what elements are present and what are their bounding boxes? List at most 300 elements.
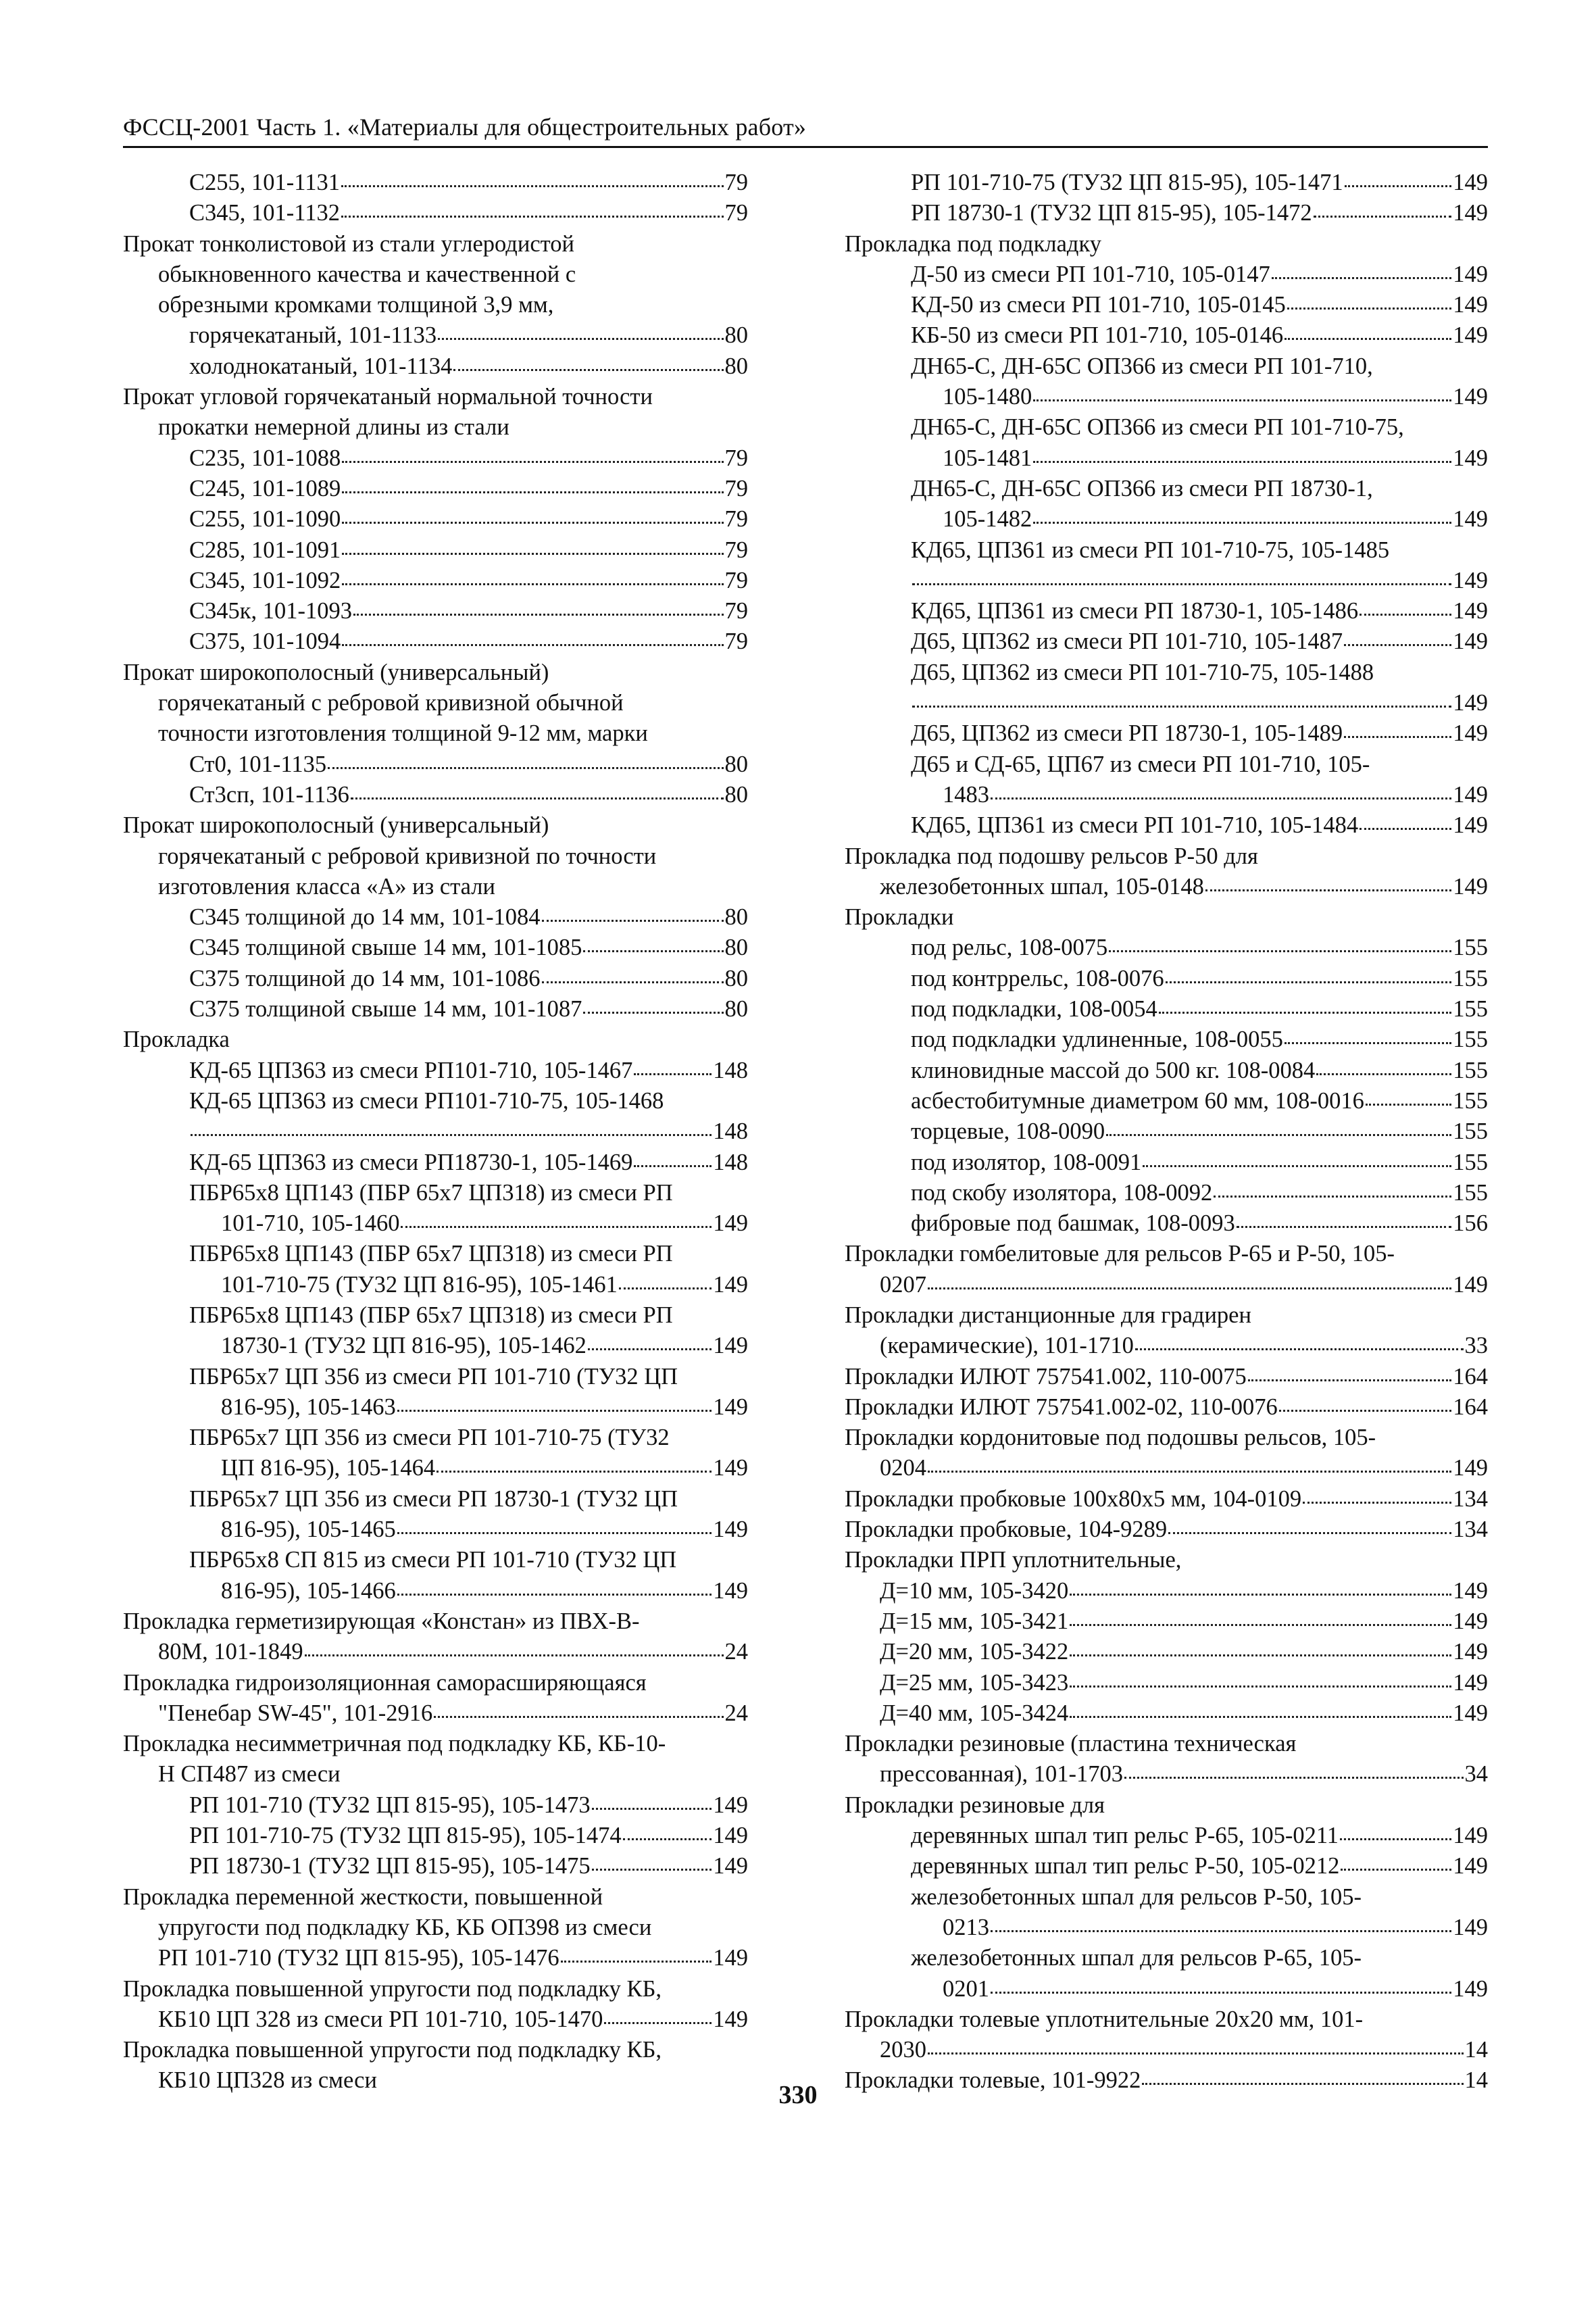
dot-leader (623, 1837, 712, 1840)
index-entry-text: ПБР65х8 СП 815 из смеси РП 101-710 (ТУ32 ЦП (189, 1547, 677, 1573)
dot-leader (342, 551, 723, 555)
dot-leader (583, 1010, 723, 1014)
index-entry (845, 474, 1488, 504)
index-entry-text: горячекатаный с ребровой кривизной по точности (158, 843, 657, 869)
index-entry-page: 149 (1453, 506, 1488, 533)
index-entry-page: 149 (1453, 720, 1488, 747)
index-entry-page: 24 (724, 1639, 748, 1665)
index-entry-text: КД-65 ЦП363 из смеси РП101-710, 105-1467 (189, 1057, 633, 1083)
index-entry-text: С345 толщиной свыше 14 мм, 101-1085 (189, 935, 582, 961)
index-entry-text: С285, 101-1091 (189, 537, 341, 563)
index-entry (123, 810, 748, 841)
index-entry (845, 1668, 1488, 1698)
index-entry-page: 149 (713, 1210, 748, 1237)
index-entry-text: РП 101-710 (ТУ32 ЦП 815-95), 105-1473 (189, 1792, 591, 1818)
index-entry-text: КД65, ЦП361 из смеси РП 101-710, 105-1484 (911, 812, 1359, 839)
index-entry-text: "Пенебар SW-45", 101-2916 (158, 1700, 433, 1726)
index-entry (845, 290, 1488, 320)
index-entry-text: 0201 (943, 1975, 989, 2002)
index-entry-page: 155 (1453, 1118, 1488, 1145)
index-entry-text: Прокладки пробковые, 104-9289 (845, 1517, 1168, 1543)
index-entry-text: Прокладки ПРП уплотнительные, (845, 1547, 1182, 1573)
index-entry-page: 134 (1453, 1485, 1488, 1512)
index-entry (845, 1116, 1488, 1147)
index-entry-text: Прокат широкополосный (универсальный) (123, 812, 549, 839)
index-entry-text: точности изготовления толщиной 9-12 мм, марки (158, 720, 648, 747)
index-entry-page: 149 (1453, 445, 1488, 471)
index-entry-text: холоднокатаный, 101-1134 (189, 353, 453, 379)
index-entry (123, 168, 748, 198)
index-entry-text: деревянных шпал тип рельс Р-50, 105-0212 (911, 1853, 1340, 1879)
index-entry-page: 149 (1453, 200, 1488, 226)
index-entry (123, 1698, 748, 1729)
index-entry (845, 168, 1488, 198)
index-entry-text: Прокладка герметизирующая «Констан» из ПВХ-В- (123, 1608, 640, 1634)
index-entry (123, 1178, 748, 1208)
index-entry-text: 80М, 101-1849 (158, 1639, 303, 1665)
index-entry (845, 2035, 1488, 2065)
dot-leader (1340, 1837, 1451, 1840)
index-entry-page: 149 (1453, 873, 1488, 900)
index-entry (123, 2035, 748, 2065)
index-entry-text: 816-95), 105-1463 (221, 1394, 396, 1420)
dot-leader (397, 1408, 712, 1412)
index-entry-page: 149 (1453, 1271, 1488, 1298)
dot-leader (353, 612, 723, 616)
index-entry (123, 1208, 748, 1239)
index-entry-text: Н СП487 из смеси (158, 1761, 341, 1788)
index-entry (123, 626, 748, 657)
index-column-right (845, 168, 1488, 2096)
index-entry (845, 872, 1488, 902)
index-entry (845, 1362, 1488, 1392)
dot-leader (588, 1347, 712, 1350)
dot-leader (1070, 1684, 1451, 1688)
index-entry (123, 1148, 748, 1178)
index-entry-page: 155 (1453, 1179, 1488, 1206)
index-entry (845, 1729, 1488, 1759)
index-entry-text: Прокладка повышенной упругости под подкладку КБ, (123, 2037, 662, 2063)
index-entry (123, 688, 748, 718)
index-entry (845, 1943, 1488, 1973)
index-entry (123, 443, 748, 474)
index-entry (123, 780, 748, 810)
index-entry-text: ДН65-С, ДН-65С ОП366 из смеси РП 101-710-75, (911, 414, 1404, 441)
dot-leader (438, 337, 723, 340)
index-entry-text: Прокладки ИЛЮТ 757541.002, 110-0075 (845, 1363, 1247, 1389)
index-entry (123, 1974, 748, 2004)
index-entry-text: С375 толщиной свыше 14 мм, 101-1087 (189, 996, 582, 1023)
index-entry-page: 79 (724, 445, 748, 471)
index-entry-text: 1483 (943, 781, 989, 808)
index-entry-text: Прокат тонколистовой из стали углеродистой (123, 230, 574, 257)
dot-leader (1070, 1715, 1451, 1718)
index-entry-page: 149 (1453, 384, 1488, 410)
index-entry-page: 164 (1453, 1363, 1488, 1389)
index-entry (845, 2004, 1488, 2035)
index-entry-page: 155 (1453, 1057, 1488, 1083)
index-entry-page: 79 (724, 170, 748, 195)
dot-leader (561, 1959, 712, 1963)
index-entry-text: С375 толщиной до 14 мм, 101-1086 (189, 965, 541, 991)
index-entry (845, 718, 1488, 749)
index-entry-text: Ст3сп, 101-1136 (189, 781, 349, 808)
index-entry-text: Прокладка под подкладку (845, 230, 1101, 257)
index-entry-text: Д=15 мм, 105-3421 (880, 1608, 1069, 1634)
index-entry-text: под изолятор, 108-0091 (911, 1149, 1142, 1175)
index-entry-text: прокатки немерной длины из стали (158, 414, 509, 441)
dot-leader (191, 1133, 712, 1136)
index-entry (123, 474, 748, 504)
index-entry-page: 149 (1453, 170, 1488, 195)
index-entry-page: 80 (724, 322, 748, 349)
index-entry-text: (керамические), 101-1710 (880, 1333, 1134, 1359)
index-entry (845, 1331, 1488, 1361)
index-entry-text: Д65, ЦП362 из смеси РП 101-710-75, 105-1488 (911, 659, 1374, 685)
index-entry-page: 149 (1453, 781, 1488, 808)
index-entry-page: 156 (1453, 1210, 1488, 1237)
index-entry (845, 1637, 1488, 1667)
index-entry (845, 229, 1488, 260)
dot-leader (1344, 735, 1451, 738)
index-entry-page: 149 (1453, 1669, 1488, 1696)
index-entry-text: ПБР65х8 ЦП143 (ПБР 65х7 ЦП318) из смеси РП (189, 1179, 673, 1206)
index-entry-text: Прокладки резиновые для (845, 1792, 1105, 1818)
index-entry (845, 1576, 1488, 1606)
dot-leader (1033, 398, 1451, 401)
index-entry-page: 149 (1453, 261, 1488, 287)
dot-leader (351, 796, 724, 799)
index-entry-page: 14 (1464, 2067, 1488, 2094)
dot-leader (1109, 949, 1451, 952)
index-entry (845, 412, 1488, 443)
index-entry-text: обыкновенного качества и качественной с (158, 261, 576, 287)
dot-leader (453, 368, 723, 371)
index-entry (123, 1331, 748, 1361)
index-entry-text: упругости под подкладку КБ, КБ ОП398 из смеси (158, 1914, 652, 1940)
dot-leader (928, 1286, 1451, 1289)
index-entry (845, 1606, 1488, 1637)
dot-leader (583, 949, 723, 952)
index-entry (845, 964, 1488, 994)
index-entry (845, 1759, 1488, 1790)
index-entry (845, 1423, 1488, 1453)
index-entry (123, 1913, 748, 1943)
dot-leader (1285, 337, 1451, 340)
index-entry-page: 149 (1453, 1608, 1488, 1634)
dot-leader (1360, 827, 1451, 830)
dot-leader (1143, 1164, 1451, 1167)
index-entry (845, 1270, 1488, 1300)
index-entry-text: прессованная), 101-1703 (880, 1761, 1123, 1788)
index-entry-text: деревянных шпал тип рельс Р-65, 105-0211 (911, 1823, 1339, 1849)
index-entry-page: 149 (1453, 598, 1488, 624)
index-entry-page: 149 (1453, 1914, 1488, 1940)
index-entry (123, 596, 748, 626)
index-entry (845, 994, 1488, 1025)
index-entry (123, 1759, 748, 1790)
index-entry-text: С235, 101-1088 (189, 445, 341, 471)
index-entry (845, 658, 1488, 688)
index-entry (845, 841, 1488, 872)
index-entry-text: ПБР65х7 ЦП 356 из смеси РП 101-710 (ТУ32 ЦП (189, 1363, 678, 1389)
index-column-left (123, 168, 748, 2096)
index-entry-text: 101-710, 105-1460 (221, 1210, 400, 1237)
index-entry (123, 1116, 748, 1147)
dot-leader (1166, 980, 1452, 983)
index-entry (845, 566, 1488, 596)
index-entry-page: 80 (724, 965, 748, 991)
index-entry-page: 149 (1453, 812, 1488, 839)
index-entry (123, 1606, 748, 1637)
index-entry-page: 79 (724, 506, 748, 533)
index-entry (123, 2004, 748, 2035)
dot-leader (1360, 612, 1451, 616)
dot-leader (619, 1286, 712, 1289)
index-entry (123, 933, 748, 963)
index-entry (845, 1208, 1488, 1239)
index-entry-text: Д=40 мм, 105-3424 (880, 1700, 1069, 1726)
index-entry (123, 964, 748, 994)
dot-leader (1248, 1378, 1451, 1381)
dot-leader (342, 582, 723, 585)
index-entry-page: 149 (713, 1853, 748, 1879)
index-entry (845, 626, 1488, 657)
index-entry (845, 688, 1488, 718)
index-entry-text: торцевые, 108-0090 (911, 1118, 1105, 1145)
index-entry-page: 149 (713, 1271, 748, 1298)
index-entry (123, 841, 748, 872)
index-entry-text: РП 101-710 (ТУ32 ЦП 815-95), 105-1476 (158, 1945, 559, 1971)
index-entry (845, 504, 1488, 535)
index-entry-page: 155 (1453, 965, 1488, 991)
index-entry-text: КБ10 ЦП 328 из смеси РП 101-710, 105-1470 (158, 2006, 603, 2032)
index-entry-page: 149 (1453, 567, 1488, 593)
dot-leader (1070, 1653, 1451, 1656)
index-entry (845, 198, 1488, 228)
dot-leader (1159, 1010, 1452, 1014)
index-entry-page: 149 (713, 1792, 748, 1818)
index-entry-text: железобетонных шпал для рельсов Р-50, 105- (911, 1884, 1362, 1910)
index-entry-text: 105-1481 (943, 445, 1032, 471)
index-entry (123, 1637, 748, 1667)
index-entry-page: 34 (1464, 1761, 1488, 1788)
index-entry-text: 105-1480 (943, 384, 1032, 410)
dot-leader (397, 1531, 712, 1534)
dot-leader (1314, 214, 1452, 218)
index-entry (845, 1974, 1488, 2004)
index-entry-text: ПБР65х7 ЦП 356 из смеси РП 101-710-75 (ТУ32 (189, 1425, 670, 1451)
index-entry-text: обрезными кромками толщиной 3,9 мм, (158, 292, 554, 318)
index-entry (845, 1821, 1488, 1851)
index-entry (123, 320, 748, 351)
dot-leader (1237, 1225, 1451, 1228)
index-entry-page: 155 (1453, 996, 1488, 1023)
index-entry (845, 1515, 1488, 1545)
dot-leader (1106, 1133, 1451, 1136)
index-entry-text: 816-95), 105-1466 (221, 1577, 396, 1604)
index-entry-text: РП 18730-1 (ТУ32 ЦП 815-95), 105-1475 (189, 1853, 591, 1879)
index-entry-page: 155 (1453, 1027, 1488, 1053)
index-entry-page: 80 (724, 781, 748, 808)
index-entry (123, 1025, 748, 1055)
index-entry-text: 101-710-75 (ТУ32 ЦП 816-95), 105-1461 (221, 1271, 618, 1298)
index-entry-page: 149 (1453, 1700, 1488, 1726)
index-entry (845, 260, 1488, 290)
index-entry (123, 1086, 748, 1116)
index-entry-text: Прокладки толевые, 101-9922 (845, 2067, 1141, 2094)
index-entry-text: С345, 101-1092 (189, 567, 341, 593)
index-entry-page: 134 (1453, 1517, 1488, 1543)
dot-leader (437, 1469, 712, 1473)
index-entry-text: Д=20 мм, 105-3422 (880, 1639, 1069, 1665)
index-entry-page: 155 (1453, 1087, 1488, 1114)
index-entry-page: 79 (724, 629, 748, 655)
index-entry-text: 105-1482 (943, 506, 1032, 533)
index-entry-text: Прокладки (845, 904, 954, 931)
index-entry-text: С345 толщиной до 14 мм, 101-1084 (189, 904, 541, 931)
index-entry-page: 164 (1453, 1394, 1488, 1420)
index-entry-text: С345к, 101-1093 (189, 598, 353, 624)
index-entry (123, 1362, 748, 1392)
index-entry-page: 149 (713, 2006, 748, 2032)
index-entry (123, 1790, 748, 1821)
index-entry-text: С345, 101-1132 (189, 200, 340, 226)
dot-leader (434, 1715, 723, 1718)
dot-leader (1303, 1500, 1451, 1504)
dot-leader (1341, 1867, 1451, 1871)
index-entry-page: 149 (713, 1394, 748, 1420)
index-entry (123, 1484, 748, 1515)
index-entry (845, 1698, 1488, 1729)
index-entry-text: Прокладка переменной жесткости, повышенной (123, 1884, 603, 1910)
dot-leader (342, 490, 723, 493)
index-entry-text: фибровые под башмак, 108-0093 (911, 1210, 1235, 1237)
index-entry (845, 1453, 1488, 1483)
index-entry (123, 1668, 748, 1698)
index-entry-text: Прокат широкополосный (универсальный) (123, 659, 549, 685)
index-entry (845, 1913, 1488, 1943)
index-entry-text: ПБР65х8 ЦП143 (ПБР 65х7 ЦП318) из смеси РП (189, 1241, 673, 1267)
index-entry (845, 1882, 1488, 1913)
index-entry-text: 18730-1 (ТУ32 ЦП 816-95), 105-1462 (221, 1333, 587, 1359)
index-entry (845, 1851, 1488, 1881)
index-entry (123, 1851, 748, 1881)
index-entry (845, 1545, 1488, 1575)
dot-leader (1344, 643, 1451, 646)
index-entry (123, 504, 748, 535)
index-entry-text: 0213 (943, 1914, 989, 1940)
index-entry (123, 260, 748, 290)
index-entry (123, 1943, 748, 1973)
dot-leader (342, 460, 723, 463)
index-entry-text: Д65, ЦП362 из смеси РП 18730-1, 105-1489 (911, 720, 1343, 747)
index-entry (845, 1239, 1488, 1269)
index-entry (123, 1576, 748, 1606)
index-entry-text: КД65, ЦП361 из смеси РП 101-710-75, 105-1485 (911, 537, 1390, 563)
index-entry-text: Прокладка (123, 1027, 230, 1053)
index-entry-text: горячекатаный с ребровой кривизной обычной (158, 690, 624, 716)
dot-leader (542, 918, 724, 922)
dot-leader (397, 1592, 712, 1596)
dot-leader (328, 766, 723, 769)
index-entry-page: 149 (713, 1945, 748, 1971)
index-entry (123, 658, 748, 688)
dot-leader (1279, 1408, 1451, 1412)
dot-leader (991, 1990, 1451, 1994)
dot-leader (634, 1164, 712, 1167)
index-entry-text: Прокладки кордонитовые под подошвы рельсов, 105- (845, 1425, 1376, 1451)
index-entry (123, 872, 748, 902)
index-entry-text: КД-50 из смеси РП 101-710, 105-0145 (911, 292, 1286, 318)
index-entry-page: 155 (1453, 935, 1488, 961)
index-entry (123, 1545, 748, 1575)
dot-leader (305, 1653, 724, 1656)
index-entry (123, 1423, 748, 1453)
index-entry-text: Прокладки дистанционные для градирен (845, 1302, 1251, 1328)
index-entry (845, 1148, 1488, 1178)
index-entry-page: 149 (713, 1455, 748, 1481)
index-entry-text: Д65 и СД-65, ЦП67 из смеси РП 101-710, 105- (911, 751, 1370, 777)
index-entry (123, 1392, 748, 1423)
index-entry (845, 443, 1488, 474)
dot-leader (1124, 1775, 1464, 1779)
index-entry-page: 24 (724, 1700, 748, 1726)
index-entry-text: клиновидные массой до 500 кг. 108-0084 (911, 1057, 1316, 1083)
index-entry-page: 148 (713, 1057, 748, 1083)
index-entry-page: 80 (724, 353, 748, 379)
dot-leader (341, 214, 724, 218)
index-entry (845, 780, 1488, 810)
index-entry-page: 149 (713, 1517, 748, 1543)
index-entry (845, 902, 1488, 933)
index-entry-page: 80 (724, 935, 748, 961)
index-entry (845, 749, 1488, 780)
dot-leader (342, 520, 723, 524)
index-entry-text: Д=10 мм, 105-3420 (880, 1577, 1069, 1604)
index-entry (123, 718, 748, 749)
index-entry-text: железобетонных шпал, 105-0148 (880, 873, 1204, 900)
dot-leader (401, 1225, 712, 1228)
index-entry (123, 198, 748, 228)
index-entry (123, 382, 748, 412)
index-entry-page: 80 (724, 904, 748, 931)
dot-leader (1205, 888, 1451, 891)
index-entry-page: 79 (724, 598, 748, 624)
index-entry-text: С255, 101-1131 (189, 170, 340, 195)
index-entry (845, 351, 1488, 382)
dot-leader (1135, 1347, 1464, 1350)
index-entry-page: 149 (1453, 1577, 1488, 1604)
index-entry-page: 148 (713, 1149, 748, 1175)
index-entry-page: 149 (713, 1823, 748, 1849)
index-entry (123, 1729, 748, 1759)
dot-leader (592, 1867, 712, 1871)
index-entry-text: С375, 101-1094 (189, 629, 341, 655)
index-entry-page: 149 (1453, 1455, 1488, 1481)
index-entry (845, 1056, 1488, 1086)
index-entry-text: С255, 101-1090 (189, 506, 341, 533)
index-entry (123, 902, 748, 933)
dot-leader (1033, 520, 1451, 524)
index-entry-text: 816-95), 105-1465 (221, 1517, 396, 1543)
index-entry (123, 290, 748, 320)
index-entry (845, 382, 1488, 412)
index-entry (845, 535, 1488, 566)
index-entry-page: 149 (1453, 322, 1488, 349)
index-entry-text: 2030 (880, 2037, 926, 2063)
index-entry-text: КД65, ЦП361 из смеси РП 18730-1, 105-1486 (911, 598, 1359, 624)
